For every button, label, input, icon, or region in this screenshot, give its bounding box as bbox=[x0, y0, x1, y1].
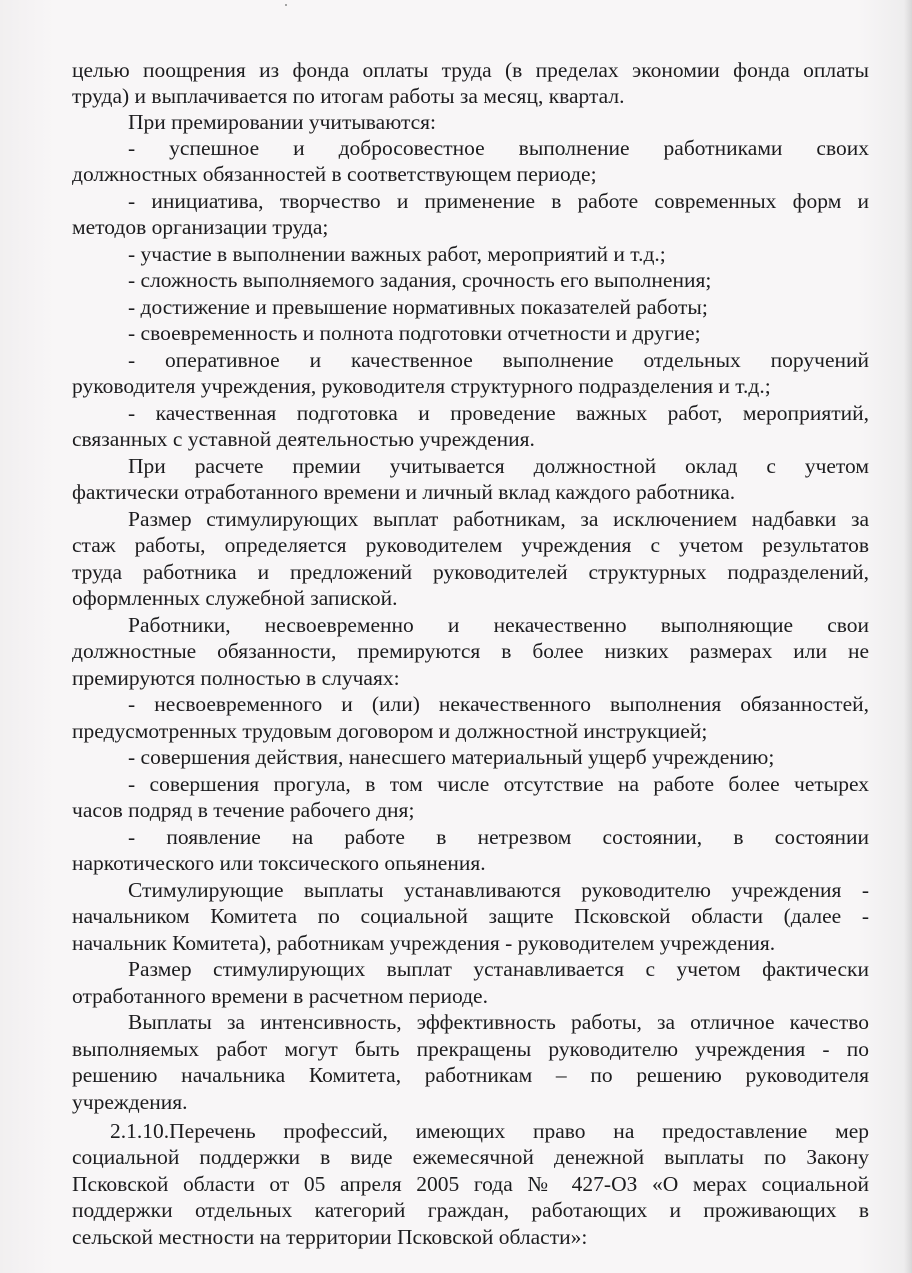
text-line: - участие в выполнении важных работ, мероприятий и т.д.; bbox=[128, 242, 666, 266]
text-line: связанных с уставной деятельностью учреждения. bbox=[72, 427, 535, 451]
text-line: методов организации труда; bbox=[72, 215, 329, 239]
text-line: При расчете премии учитывается должностной оклад с учетом bbox=[128, 454, 869, 478]
text-line: 2.1.10.Перечень профессий, имеющих право на предоставление мер bbox=[110, 1119, 869, 1143]
text-line: поддержки отдельных категорий граждан, работающих и проживающих в bbox=[72, 1198, 869, 1222]
text-line: руководителя учреждения, руководителя структурного подразделения и т.д.; bbox=[72, 374, 771, 398]
text-line: начальник Комитета), работникам учреждения - руководителем учреждения. bbox=[72, 931, 776, 955]
text-line: стаж работы, определяется руководителем учреждения с учетом результатов bbox=[72, 533, 869, 557]
text-line: Выплаты за интенсивность, эффективность работы, за отличное качество bbox=[128, 1010, 869, 1034]
text-line: наркотического или токсического опьянения. bbox=[72, 851, 486, 875]
text-line: труда работника и предложений руководителей структурных подразделений, bbox=[72, 560, 869, 584]
text-line: отработанного времени в расчетном периоде. bbox=[72, 984, 488, 1008]
text-line: - оперативное и качественное выполнение отдельных поручений bbox=[128, 348, 869, 372]
text-line: - сложность выполняемого задания, срочность его выполнения; bbox=[128, 268, 712, 292]
text-line: При премировании учитываются: bbox=[128, 110, 437, 134]
text-line: часов подряд в течение рабочего дня; bbox=[72, 798, 415, 822]
scan-speck bbox=[285, 4, 287, 6]
page-edge-shadow bbox=[904, 0, 912, 1273]
text-line: труда) и выплачивается по итогам работы за месяц, квартал. bbox=[72, 84, 625, 108]
text-line: предусмотренных трудовым договором и должностной инструкцией; bbox=[72, 719, 708, 743]
text-line: - совершения действия, нанесшего материальный ущерб учреждению; bbox=[128, 745, 775, 769]
text-line: Размер стимулирующих выплат устанавливается с учетом фактически bbox=[128, 957, 869, 981]
text-line: Псковской области от 05 апреля 2005 года № 427-ОЗ «О мерах социальной bbox=[72, 1172, 869, 1196]
text-line: сельской местности на территории Псковской области»: bbox=[72, 1225, 588, 1249]
text-line: фактически отработанного времени и личный вклад каждого работника. bbox=[72, 480, 736, 504]
text-line: должностные обязанности, премируются в более низких размерах или не bbox=[72, 639, 869, 663]
text-line: Работники, несвоевременно и некачественно выполняющие свои bbox=[128, 613, 869, 637]
text-line: начальником Комитета по социальной защите Псковской области (далее - bbox=[72, 904, 869, 928]
text-line: - достижение и превышение нормативных показателей работы; bbox=[128, 295, 708, 319]
text-line: - совершения прогула, в том числе отсутствие на работе более четырех bbox=[128, 772, 869, 796]
text-line: премируются полностью в случаях: bbox=[72, 666, 400, 690]
text-line: - несвоевременного и (или) некачественного выполнения обязанностей, bbox=[128, 692, 869, 716]
text-line: социальной поддержки в виде ежемесячной денежной выплаты по Закону bbox=[72, 1145, 869, 1169]
text-line: решению начальника Комитета, работникам – по решению руководителя bbox=[72, 1063, 869, 1087]
text-line: выполняемых работ могут быть прекращены руководителю учреждения - по bbox=[72, 1037, 869, 1061]
text-line: Размер стимулирующих выплат работникам, за исключением надбавки за bbox=[128, 507, 869, 531]
text-line: учреждения. bbox=[72, 1090, 188, 1114]
text-line: - инициатива, творчество и применение в работе современных форм и bbox=[128, 189, 869, 213]
text-line: должностных обязанностей в соответствующем периоде; bbox=[72, 162, 597, 186]
text-line: - появление на работе в нетрезвом состоянии, в состоянии bbox=[128, 825, 869, 849]
text-line: оформленных служебной запиской. bbox=[72, 586, 398, 610]
text-line: целью поощрения из фонда оплаты труда (в пределах экономии фонда оплаты bbox=[72, 58, 869, 82]
text-line: - успешное и добросовестное выполнение работниками своих bbox=[128, 136, 869, 160]
text-line: Стимулирующие выплаты устанавливаются руководителю учреждения - bbox=[128, 878, 869, 902]
text-line: - качественная подготовка и проведение важных работ, мероприятий, bbox=[128, 401, 869, 425]
text-line: - своевременность и полнота подготовки отчетности и другие; bbox=[128, 321, 701, 345]
